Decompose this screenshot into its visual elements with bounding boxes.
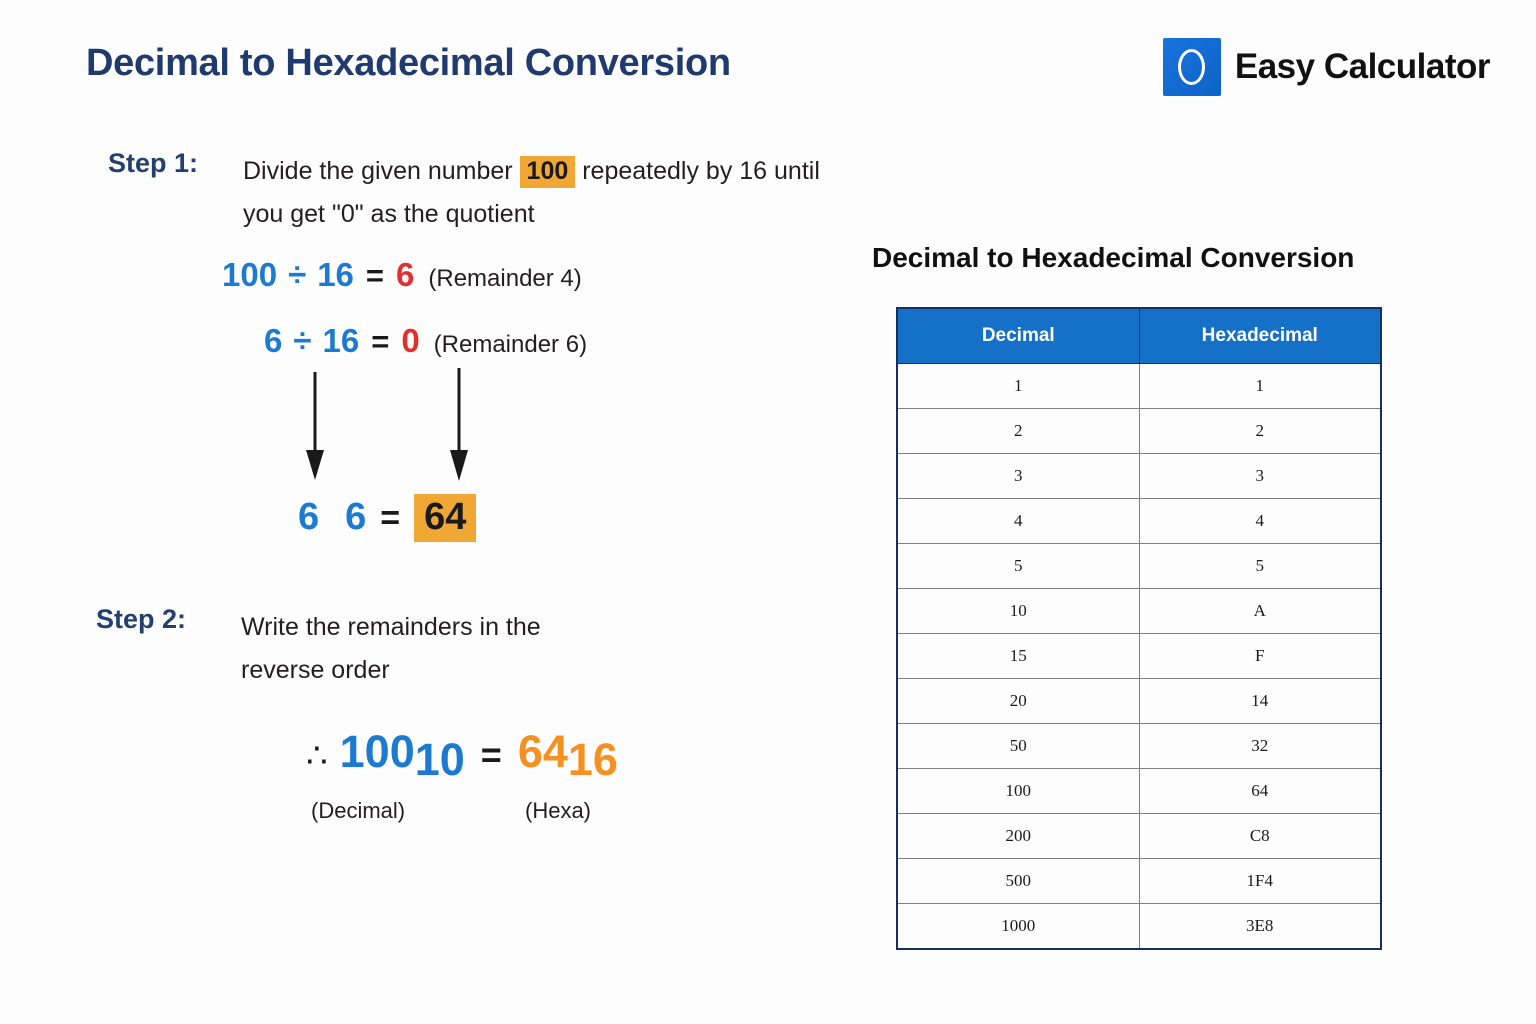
equals-sign: = bbox=[371, 324, 390, 359]
conversion-table-title: Decimal to Hexadecimal Conversion bbox=[872, 242, 1355, 273]
table-row bbox=[898, 679, 1380, 724]
cell-hexadecimal: A bbox=[1139, 589, 1380, 634]
step-2-text bbox=[241, 606, 541, 692]
cell-hexadecimal: 4 bbox=[1139, 499, 1380, 544]
table-row bbox=[898, 589, 1380, 634]
cell-decimal: 20 bbox=[898, 679, 1139, 724]
table-row bbox=[898, 499, 1380, 544]
conclusion-hex-value: 64 bbox=[517, 726, 568, 777]
equals-sign: = bbox=[380, 499, 401, 537]
remainder-note: (Remainder 6) bbox=[433, 331, 588, 358]
division-row bbox=[264, 322, 587, 360]
hex-result-highlight: 64 bbox=[414, 494, 476, 542]
brand-name: Easy Calculator bbox=[1234, 47, 1490, 86]
cell-decimal: 50 bbox=[898, 724, 1139, 769]
conversion-table-container bbox=[896, 307, 1382, 950]
dividend: 6 bbox=[264, 322, 283, 359]
conclusion-decimal-base: 10 bbox=[414, 734, 465, 785]
cell-hexadecimal: 14 bbox=[1139, 679, 1380, 724]
down-arrow-icon bbox=[444, 368, 474, 488]
brand-logo bbox=[1163, 38, 1490, 96]
cell-decimal: 15 bbox=[898, 634, 1139, 679]
column-header-hexadecimal: Hexadecimal bbox=[1139, 309, 1380, 364]
step-2-label: Step 2: bbox=[96, 604, 187, 634]
column-header-decimal: Decimal bbox=[898, 309, 1139, 364]
step-2-line1: Write the remainders in the bbox=[241, 613, 541, 641]
reversed-digit-2: 6 bbox=[345, 496, 367, 538]
down-arrow-icon bbox=[300, 372, 330, 487]
cell-hexadecimal: 5 bbox=[1139, 544, 1380, 589]
dividend: 100 bbox=[222, 256, 278, 293]
step-1-text-after: repeatedly by 16 until bbox=[582, 157, 820, 185]
cell-decimal: 100 bbox=[898, 769, 1139, 814]
step-1-line2: you get "0" as the quotient bbox=[243, 200, 535, 228]
cell-hexadecimal: 3 bbox=[1139, 454, 1380, 499]
cell-hexadecimal: 1 bbox=[1139, 364, 1380, 409]
divide-icon: ÷ bbox=[288, 256, 307, 293]
reversed-remainders-row bbox=[298, 496, 476, 539]
cell-decimal: 500 bbox=[898, 859, 1139, 904]
page-title: Decimal to Hexadecimal Conversion bbox=[86, 42, 731, 84]
step-1-text bbox=[243, 150, 820, 236]
reversed-digit-1: 6 bbox=[298, 496, 320, 538]
therefore-icon: ∴ bbox=[306, 737, 328, 775]
ring-shape bbox=[1178, 49, 1205, 85]
conversion-table-body bbox=[898, 364, 1380, 949]
cell-hexadecimal: 3E8 bbox=[1246, 916, 1274, 935]
step-1-label: Step 1: bbox=[108, 148, 199, 178]
division-row bbox=[222, 256, 582, 294]
table-row bbox=[898, 409, 1380, 454]
divide-icon: ÷ bbox=[293, 322, 312, 359]
remainder-note: (Remainder 4) bbox=[428, 265, 582, 292]
caption-hexa: (Hexa) bbox=[525, 798, 592, 823]
cell-decimal: 5 bbox=[898, 544, 1139, 589]
cell-decimal: 4 bbox=[898, 499, 1139, 544]
conclusion-hex-base: 16 bbox=[567, 734, 618, 785]
table-row bbox=[898, 814, 1380, 859]
table-row bbox=[898, 769, 1380, 814]
table-row bbox=[898, 724, 1380, 769]
step-2-line2: reverse order bbox=[241, 656, 390, 684]
table-header-row bbox=[898, 309, 1380, 364]
cell-decimal: 10 bbox=[898, 589, 1139, 634]
table-row bbox=[898, 859, 1380, 904]
cell-decimal: 2 bbox=[898, 409, 1139, 454]
table-row bbox=[898, 364, 1380, 409]
table-row bbox=[898, 544, 1380, 589]
table-row bbox=[898, 634, 1380, 679]
conclusion-decimal-value: 100 bbox=[339, 726, 415, 777]
divisor: 16 bbox=[322, 322, 360, 359]
conclusion-equation bbox=[306, 726, 618, 785]
cell-decimal: 200 bbox=[898, 814, 1139, 859]
cell-decimal: 1 bbox=[898, 364, 1139, 409]
divisor: 16 bbox=[317, 256, 354, 293]
equals-sign: = bbox=[365, 258, 385, 293]
cell-hexadecimal: F bbox=[1139, 634, 1380, 679]
table-row bbox=[898, 904, 1380, 949]
step-1-highlight-value: 100 bbox=[520, 156, 576, 188]
caption-decimal: (Decimal) bbox=[311, 798, 406, 823]
table-row bbox=[898, 454, 1380, 499]
equals-sign: = bbox=[480, 734, 502, 775]
quotient: 0 bbox=[401, 322, 420, 359]
cell-hexadecimal: 2 bbox=[1139, 409, 1380, 454]
cell-hexadecimal: 64 bbox=[1139, 769, 1380, 814]
cell-decimal: 1000 bbox=[898, 904, 1139, 949]
conversion-table bbox=[898, 309, 1380, 948]
cell-hexadecimal: 32 bbox=[1139, 724, 1380, 769]
quotient: 6 bbox=[396, 256, 415, 293]
step-1-text-before: Divide the given number bbox=[243, 157, 513, 185]
cell-hexadecimal: 1F4 bbox=[1139, 859, 1380, 904]
cell-decimal: 3 bbox=[898, 454, 1139, 499]
ring-logo-icon bbox=[1163, 38, 1221, 96]
cell-hexadecimal: C8 bbox=[1139, 814, 1380, 859]
